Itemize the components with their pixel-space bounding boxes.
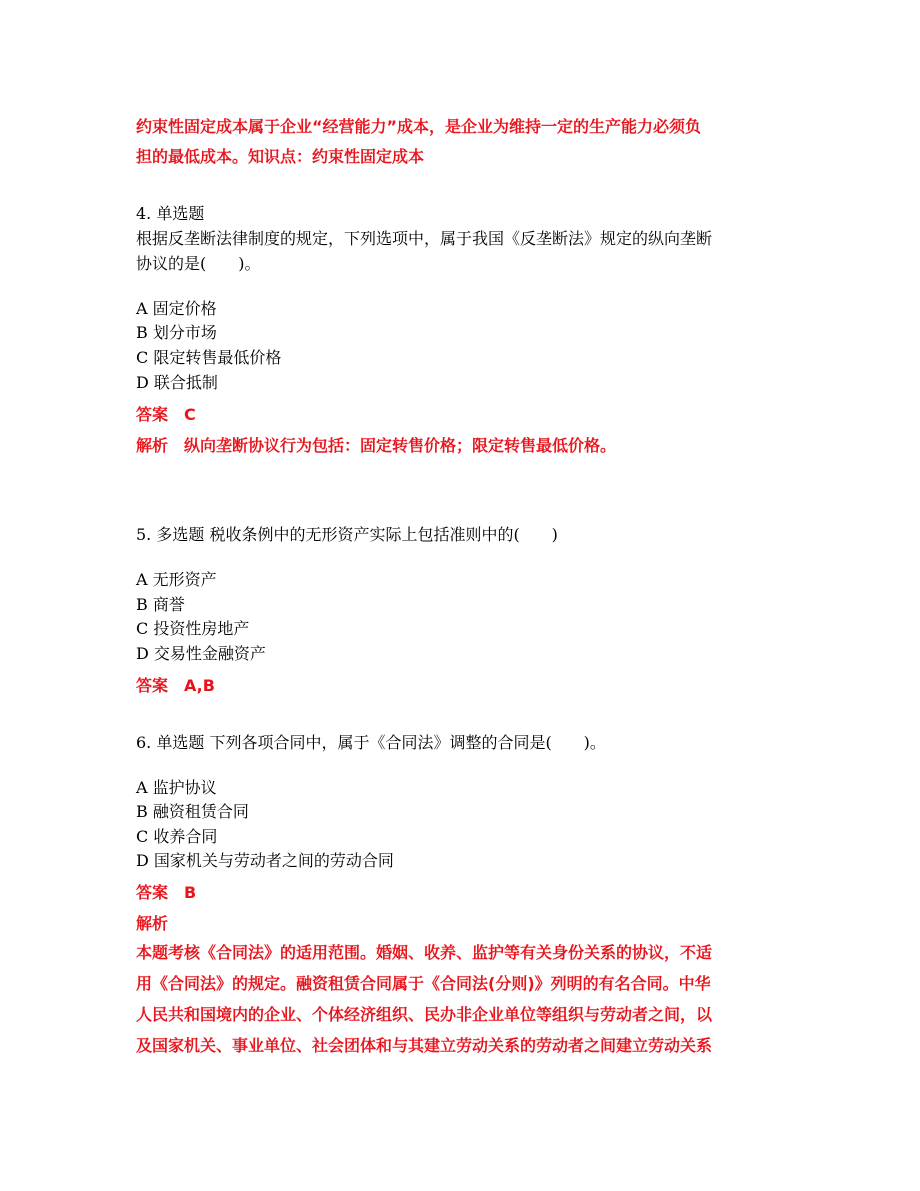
q6-option-a: A 监护协议 [136,778,217,797]
intro-line-1: 约束性固定成本属于企业“经营能力”成本，是企业为维持一定的生产能力必须负 [136,117,702,136]
q4-explanation: 解析 纵向垄断协议行为包括：固定转售价格；限定转售最低价格。 [136,436,617,455]
q6-option-d: D 国家机关与劳动者之间的劳动合同 [136,851,394,870]
q6-explanation-label: 解析 [136,914,169,933]
q4-header: 4. 单选题 [136,204,205,223]
q5-answer: 答案 A,B [136,676,215,695]
q4-option-a: A 固定价格 [136,299,217,318]
q6-explanation-line-1: 本题考核《合同法》的适用范围。婚姻、收养、监护等有关身份关系的协议，不适 [136,943,713,962]
q4-option-d: D 联合抵制 [136,373,218,392]
q6-header: 6. 单选题 下列各项合同中，属于《合同法》调整的合同是( )。 [136,733,606,752]
q4-stem-line-1: 根据反垄断法律制度的规定，下列选项中，属于我国《反垄断法》规定的纵向垄断 [136,229,713,248]
q5-option-a: A 无形资产 [136,570,217,589]
q6-explanation-line-2: 用《合同法》的规定。融资租赁合同属于《合同法(分则)》列明的有名合同。中华 [136,974,711,993]
q6-option-b: B 融资租赁合同 [136,802,249,821]
q5-option-d: D 交易性金融资产 [136,644,266,663]
q6-explanation-line-3: 人民共和国境内的企业、个体经济组织、民办非企业单位等组织与劳动者之间，以 [136,1005,713,1024]
q6-option-c: C 收养合同 [136,827,218,846]
q5-header: 5. 多选题 税收条例中的无形资产实际上包括准则中的( ) [136,525,558,544]
q6-answer: 答案 B [136,883,197,902]
q4-option-b: B 划分市场 [136,323,217,342]
q4-answer: 答案 C [136,405,196,424]
q5-option-b: B 商誉 [136,595,185,614]
q4-stem-line-2: 协议的是( )。 [136,254,261,273]
intro-line-2: 担的最低成本。知识点：约束性固定成本 [136,147,425,166]
q4-option-c: C 限定转售最低价格 [136,348,282,367]
q6-explanation-line-4: 及国家机关、事业单位、社会团体和与其建立劳动关系的劳动者之间建立劳动关系 [136,1036,713,1055]
q5-option-c: C 投资性房地产 [136,619,250,638]
